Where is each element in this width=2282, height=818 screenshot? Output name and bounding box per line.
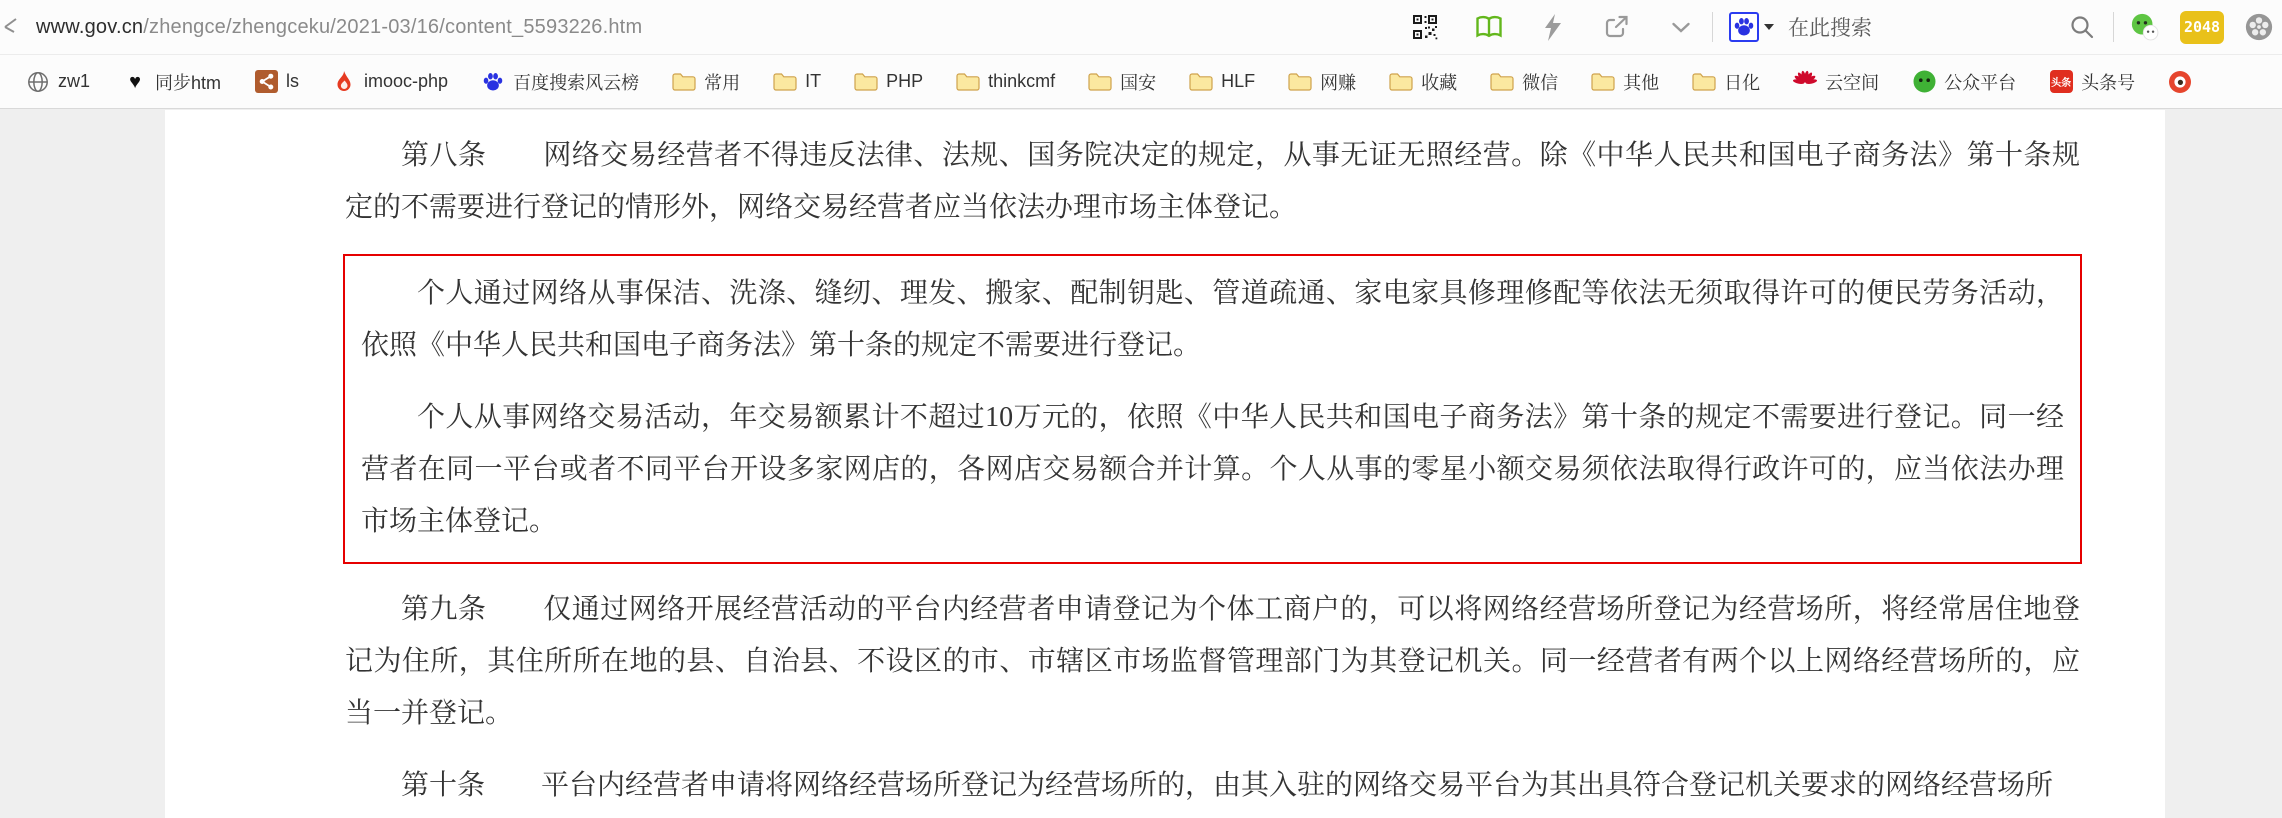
bookmark-weibo[interactable] <box>2168 70 2192 94</box>
bookmark-folder-shoucang[interactable] <box>1389 69 1457 95</box>
chevron-down-icon[interactable] <box>1666 12 1696 42</box>
huawei-icon <box>1793 70 1817 94</box>
bookmark-folder-changyong[interactable] <box>672 69 740 95</box>
folder-icon <box>956 70 980 94</box>
bookmark-label: IT <box>805 71 822 91</box>
bookmark-yunkongjian[interactable] <box>1793 69 1879 95</box>
paragraph-article-8: 第八条 网络交易经营者不得违反法律、法规、国务院决定的规定，从事无证无照经营。除《中华人民共和国电子商务法》第十条规定的不需要进行登记的情形外，网络交易经营者应当依法办理市场主体登记。 <box>345 140 2080 223</box>
url-path: /zhengce/zhengceku/2021-03/16/content_5593226.htm <box>143 15 643 38</box>
bookmark-label: imooc-php <box>364 71 449 91</box>
heart-icon: ♥ <box>129 70 141 93</box>
bookmark-label: HLF <box>1221 71 1256 91</box>
bookmark-folder-php[interactable] <box>854 70 923 94</box>
bookmark-label: 收藏 <box>1421 72 1458 93</box>
toolbar-separator <box>1712 12 1713 42</box>
bookmark-ls[interactable] <box>254 70 299 94</box>
url-host: www.gov.cn <box>36 15 144 38</box>
share-node-icon <box>254 70 278 94</box>
red-highlight-box <box>343 254 2082 564</box>
folder-icon <box>1490 70 1514 94</box>
bookmark-label: PHP <box>886 71 924 91</box>
toolbar-right-group <box>1376 11 2274 44</box>
bookmark-label: 其他 <box>1623 72 1660 93</box>
bookmark-folder-hlf[interactable] <box>1189 70 1255 94</box>
baidu-engine-icon[interactable] <box>1729 12 1759 42</box>
flash-icon[interactable] <box>1538 12 1568 42</box>
search-placeholder[interactable]: 在此搜索 <box>1788 17 1872 40</box>
bookmark-label: 日化 <box>1724 72 1761 93</box>
folder-icon <box>1389 70 1413 94</box>
bookmark-label: ls <box>286 71 300 91</box>
bookmark-label: 头条号 <box>2081 72 2136 93</box>
bookmarks-bar <box>0 55 2282 109</box>
content-area <box>0 110 2282 818</box>
bookmark-label: 云空间 <box>1825 72 1880 93</box>
qr-code-icon[interactable] <box>1410 12 1440 42</box>
document-page <box>165 110 2165 818</box>
search-icon[interactable] <box>2067 12 2097 42</box>
search-box[interactable] <box>1729 12 2097 42</box>
globe-icon <box>26 70 50 94</box>
bookmark-label: 公众平台 <box>1944 72 2017 93</box>
bookmark-imooc-php[interactable] <box>332 70 448 94</box>
baidu-paw-icon <box>481 70 505 94</box>
folder-icon <box>672 70 696 94</box>
bookmark-folder-weixin[interactable] <box>1490 69 1558 95</box>
bookmark-label: 微信 <box>1522 72 1559 93</box>
bookmark-folder-thinkcmf[interactable] <box>956 70 1055 94</box>
bookmark-baidu-fengyunbang[interactable] <box>481 69 639 95</box>
toolbar-separator-2 <box>2113 12 2114 42</box>
bookmark-label: 网赚 <box>1320 72 1357 93</box>
paragraph-article-8-para-2: 个人通过网络从事保洁、洗涤、缝纫、理发、搬家、配制钥匙、管道疏通、家电家具修理修配等依法无须取得许可的便民劳务活动，依照《中华人民共和国电子商务法》第十条的规定不需要进行登记。 <box>361 278 2064 361</box>
wechat-icon[interactable] <box>2130 12 2160 42</box>
bookmark-label: thinkcmf <box>988 71 1056 91</box>
bookmark-zw1[interactable] <box>26 70 90 94</box>
clipped-icon-fragment <box>4 16 22 38</box>
folder-icon <box>854 70 878 94</box>
bookmark-folder-it[interactable] <box>773 70 821 94</box>
address-bar[interactable] <box>36 16 642 39</box>
bookmark-label: 同步htm <box>155 72 222 93</box>
folder-icon <box>1591 70 1615 94</box>
folder-icon <box>773 70 797 94</box>
folder-icon <box>1692 70 1716 94</box>
bookmark-folder-qita[interactable] <box>1591 69 1659 95</box>
bookmark-label: 常用 <box>704 72 741 93</box>
toutiao-icon: 头条 <box>2049 70 2073 94</box>
video-reel-icon[interactable] <box>2244 12 2274 42</box>
reading-mode-icon[interactable] <box>1474 12 1504 42</box>
bookmark-folder-guoan[interactable] <box>1088 69 1156 95</box>
folder-icon <box>1288 70 1312 94</box>
folder-icon <box>1189 70 1213 94</box>
share-icon[interactable] <box>1602 12 1632 42</box>
game-2048-badge[interactable]: 2048 <box>2180 11 2224 44</box>
paragraph-article-9: 第九条 仅通过网络开展经营活动的平台内经营者申请登记为个体工商户的，可以将网络经营场所登记为经营场所，将经常居住地登记为住所，其住所所在地的县、自治县、不设区的市、市辖区市场监督管理部门为其登记机关。同一经营者有两个以上网络经营场所的，应当一并登记。 <box>345 594 2080 729</box>
paragraph-article-10: 第十条 平台内经营者申请将网络经营场所登记为经营场所的，由其入驻的网络交易平台为其出具符合登记机关要求的网络经营场所 <box>401 770 2054 801</box>
engine-dropdown-caret[interactable] <box>1764 24 1774 30</box>
bookmark-gongzhongpingtai[interactable] <box>1912 69 2016 95</box>
bookmark-label: 百度搜索风云榜 <box>513 72 640 93</box>
bookmark-toutiaohao[interactable] <box>2049 69 2135 95</box>
bookmark-label: 国安 <box>1120 72 1157 93</box>
bookmark-tongbu-htm[interactable] <box>123 69 221 95</box>
bookmark-folder-wangzhuan[interactable] <box>1288 69 1356 95</box>
folder-icon <box>1088 70 1112 94</box>
wechat-official-icon <box>1912 70 1936 94</box>
flame-icon <box>332 70 356 94</box>
browser-toolbar <box>0 0 2282 55</box>
document-body <box>345 130 2080 812</box>
bookmark-label: zw1 <box>58 71 91 91</box>
paragraph-article-8-para-3: 个人从事网络交易活动，年交易额累计不超过10万元的，依照《中华人民共和国电子商务法》第十条的规定不需要进行登记。同一经营者在同一平台或者不同平台开设多家网店的，各网店交易额合并计算。个人从事的零星小额交易须依法取得行政许可的，应当依法办理市场主体登记。 <box>361 402 2064 537</box>
bookmark-folder-rihua[interactable] <box>1692 69 1760 95</box>
weibo-icon <box>2168 70 2192 94</box>
